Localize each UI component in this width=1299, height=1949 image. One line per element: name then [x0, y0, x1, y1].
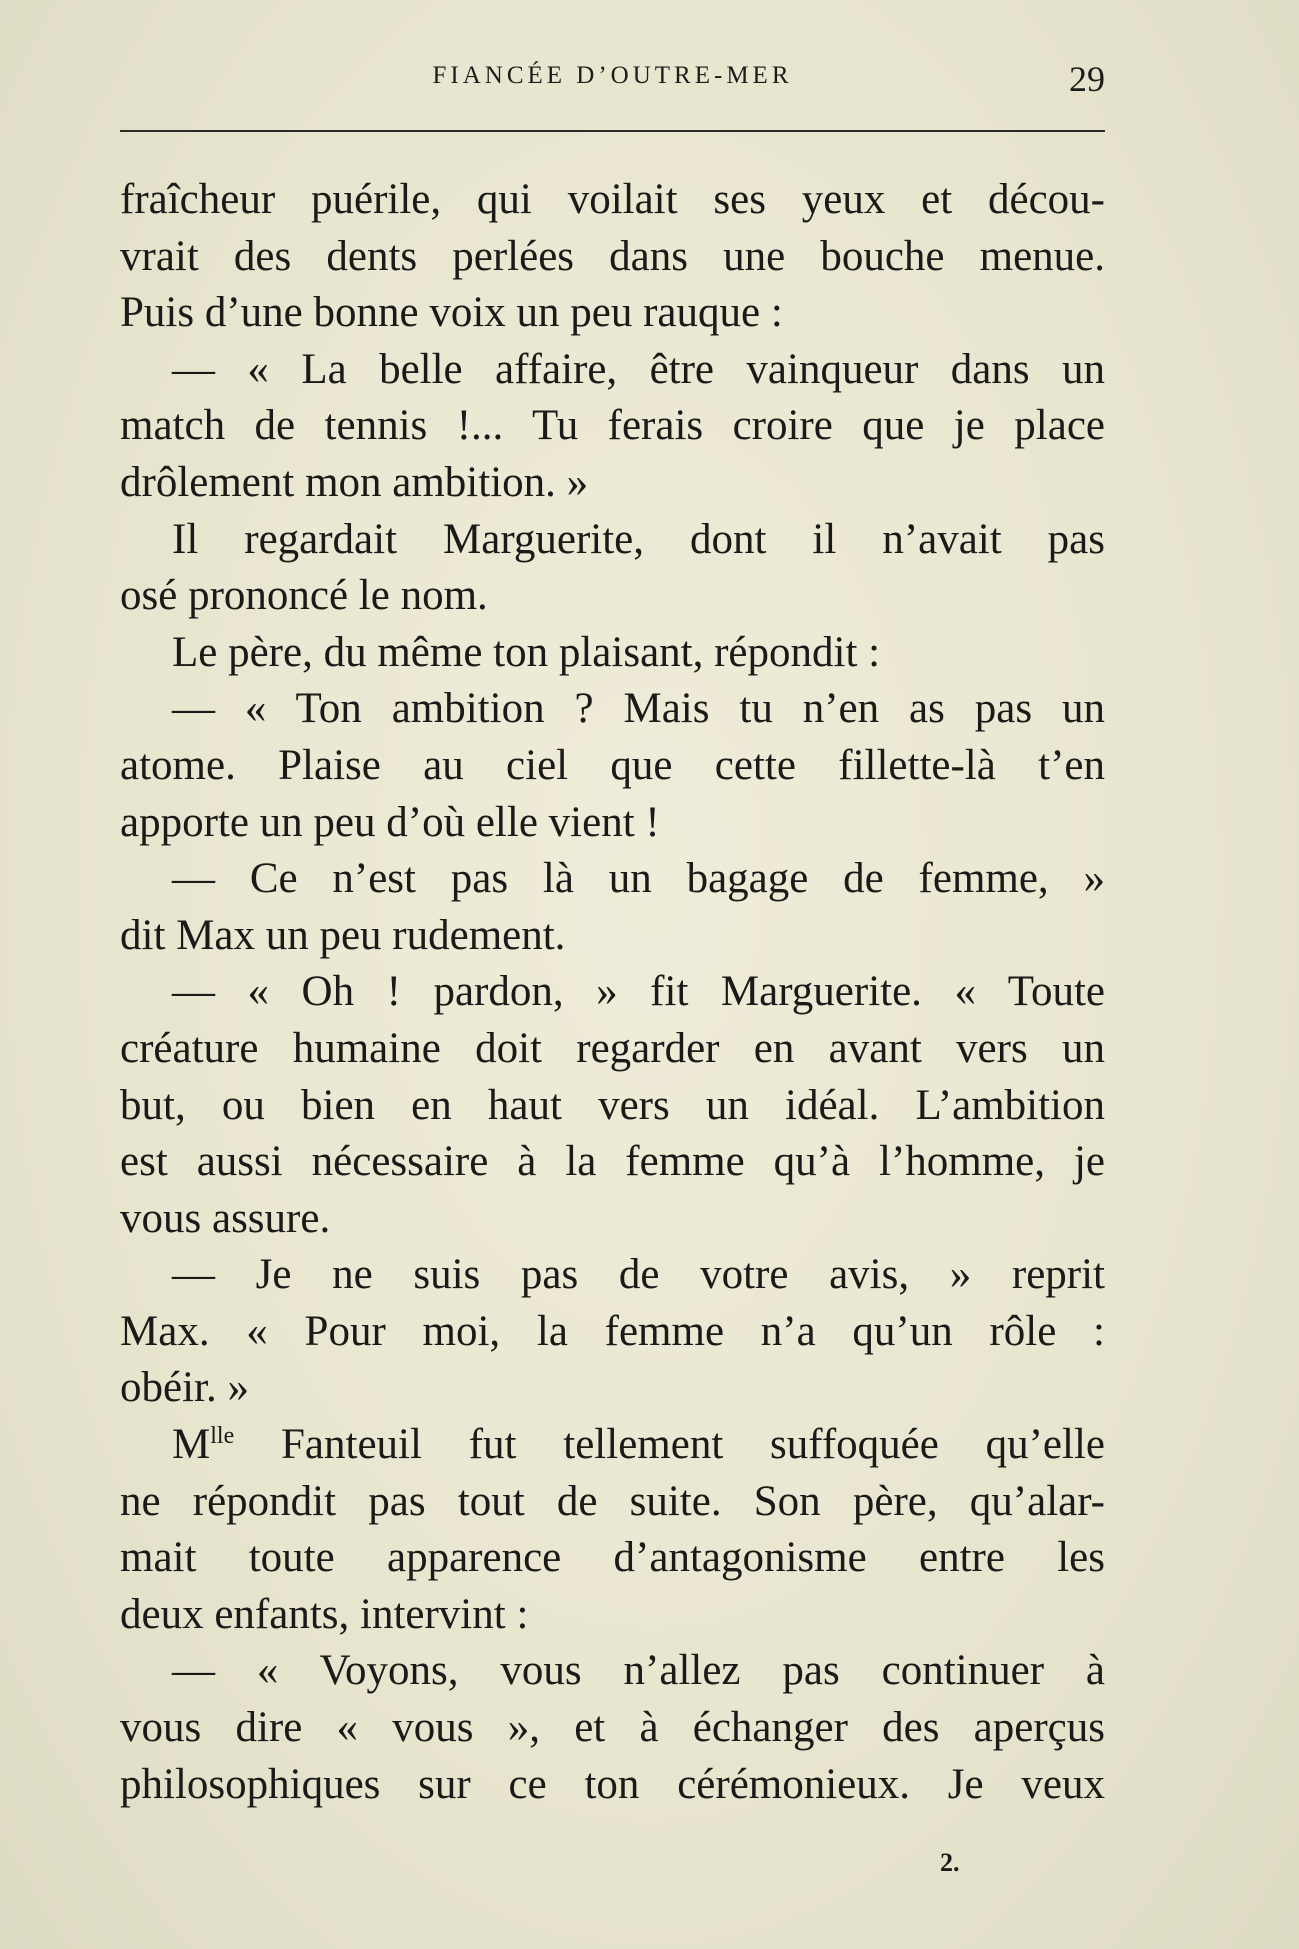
honorific: M [172, 1421, 211, 1469]
body-text [120, 172, 1105, 1813]
text-line: atome. Plaise au ciel que cette fillette-là t’en [120, 741, 1105, 789]
text-line: vrait des dents perlées dans une bouche menue. [120, 232, 1105, 280]
text-line: fraîcheur puérile, qui voilait ses yeux et décou- [120, 176, 1105, 223]
running-title: FIANCÉE D’OUTRE-MER [432, 62, 793, 89]
text-line: osé prononcé le nom. [120, 572, 488, 620]
text-line-rest: Fanteuil fut tellement suffoquée qu’elle [234, 1421, 1105, 1469]
text-line: — « La belle affaire, être vainqueur dans un [172, 345, 1105, 393]
honorific-superscript: lle [210, 1423, 235, 1450]
text-line: vous assure. [120, 1194, 331, 1242]
text-line: créature humaine doit regarder en avant vers un [120, 1024, 1105, 1072]
text-line: Max. « Pour moi, la femme n’a qu’un rôle : [120, 1307, 1105, 1355]
text-line [120, 1417, 1105, 1474]
text-line: Il regardait Marguerite, dont il n’avait pas [172, 515, 1105, 563]
text-line: mait toute apparence d’antagonisme entre les [120, 1534, 1105, 1582]
text-line: dit Max un peu rudement. [120, 911, 566, 959]
signature-mark: 2. [940, 1848, 960, 1877]
text-line: drôlement mon ambition. » [120, 458, 589, 506]
text-line: apporte un peu d’où elle vient ! [120, 798, 660, 846]
text-line: Puis d’une bonne voix un peu rauque : [120, 289, 783, 337]
text-line: — Ce n’est pas là un bagage de femme, » [172, 855, 1105, 903]
text-line: match de tennis !... Tu ferais croire que je place [120, 402, 1105, 450]
running-head [120, 59, 1105, 112]
text-line: vous dire « vous », et à échanger des aperçus [120, 1704, 1105, 1752]
text-line: obéir. » [120, 1364, 249, 1412]
text-line: est aussi nécessaire à la femme qu’à l’homme, je [120, 1138, 1105, 1186]
text-line: — Je ne suis pas de votre avis, » reprit [172, 1251, 1105, 1299]
text-line: — « Voyons, vous n’allez pas continuer à [172, 1647, 1105, 1695]
text-line: Le père, du même ton plaisant, répondit : [172, 628, 881, 676]
header-rule [120, 130, 1105, 132]
page-number: 29 [1069, 59, 1105, 99]
text-line: but, ou bien en haut vers un idéal. L’ambition [120, 1081, 1105, 1129]
text-line: deux enfants, intervint : [120, 1590, 529, 1638]
text-line: philosophiques sur ce ton cérémonieux. Je veux [120, 1760, 1105, 1808]
text-line: — « Oh ! pardon, » fit Marguerite. « Toute [172, 968, 1105, 1016]
text-line: ne répondit pas tout de suite. Son père, qu’alar- [120, 1477, 1105, 1525]
text-line: — « Ton ambition ? Mais tu n’en as pas un [172, 685, 1105, 733]
